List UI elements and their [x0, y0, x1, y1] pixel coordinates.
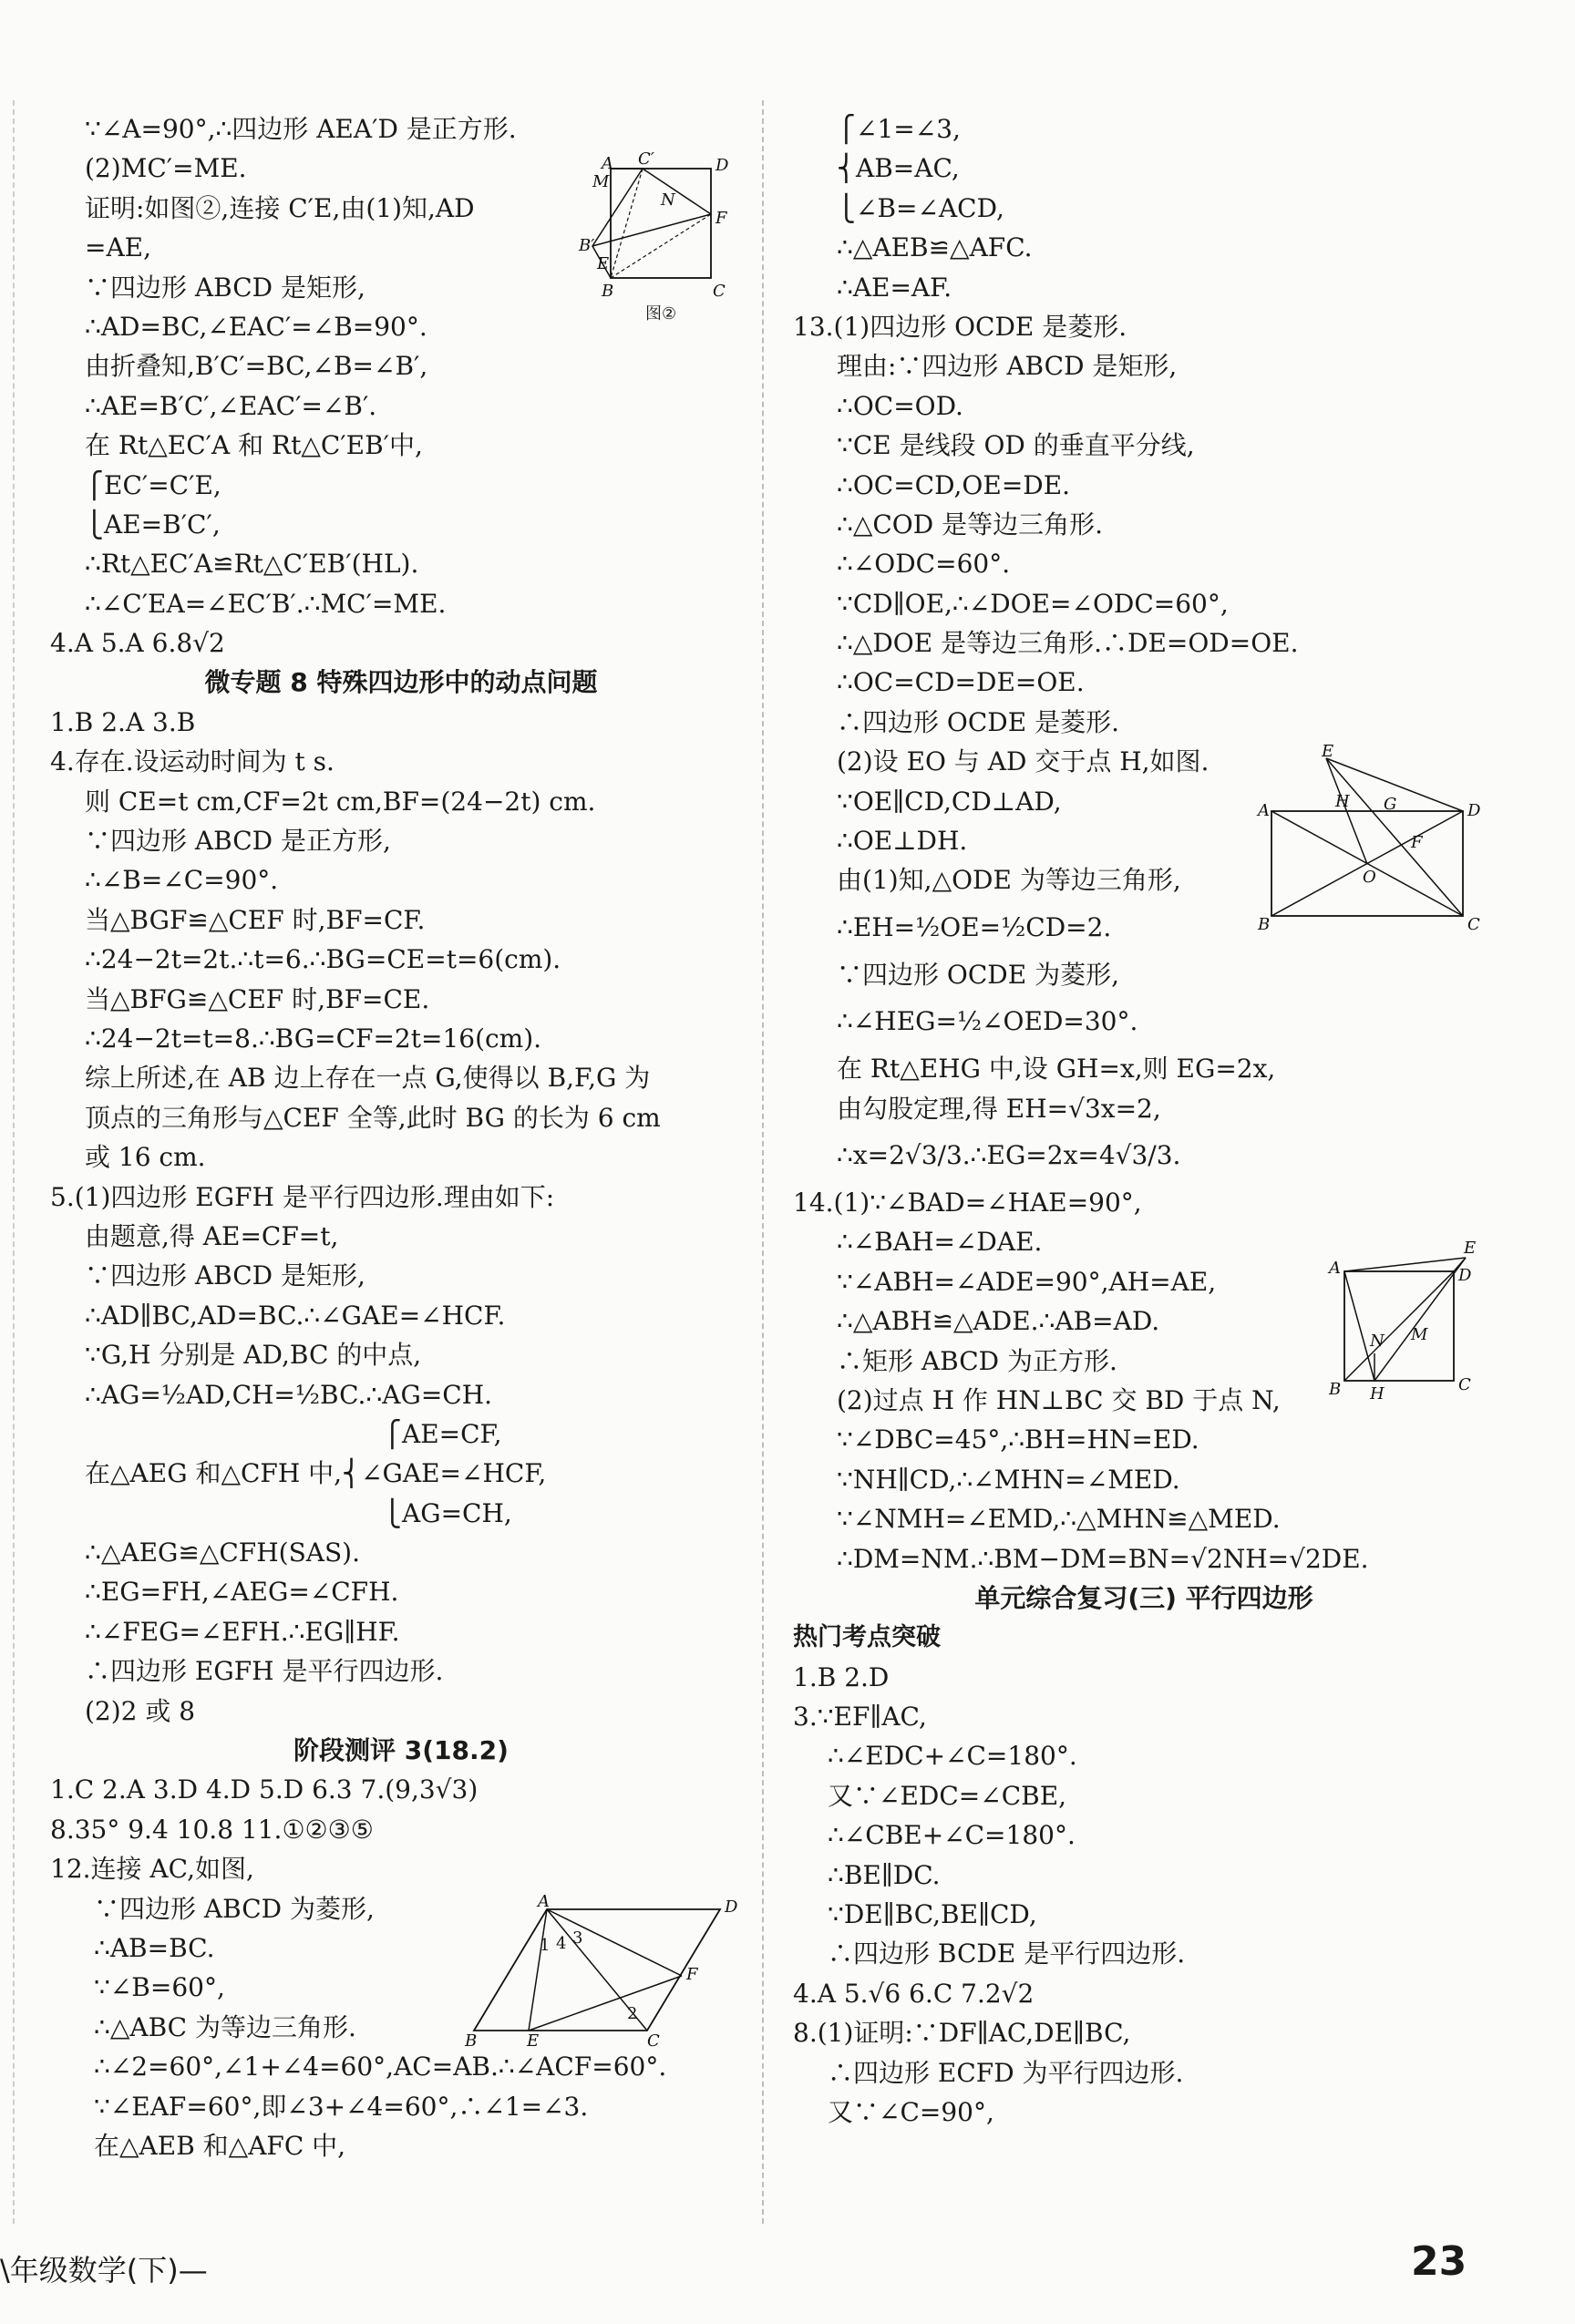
text-line: ∴OC=CD,OE=DE.	[837, 469, 1071, 500]
text-line: 证明:如图②,连接 C′E,由(1)知,AD	[85, 192, 475, 223]
left-margin-line	[13, 100, 15, 2224]
svg-text:C: C	[1458, 1375, 1471, 1394]
text-line: ∴AD=BC,∠EAC′=∠B=90°.	[85, 311, 427, 342]
answer-line: 4.A 5.√6 6.C 7.2√2	[793, 1978, 1035, 2009]
text-line: 理由:∵四边形 ABCD 是矩形,	[837, 351, 1178, 382]
text-line: ∴24−2t=2t.∴t=6.∴BG=CE=t=6(cm).	[85, 944, 561, 975]
text-line: ∴△DOE 是等边三角形.∴DE=OD=OE.	[837, 628, 1299, 659]
figure-2-folded-rectangle	[574, 149, 729, 324]
svg-text:E: E	[1464, 1239, 1477, 1258]
svg-text:C: C	[1467, 915, 1480, 934]
text-line: ∴∠FEG=∠EFH.∴EG∥HF.	[85, 1616, 400, 1647]
svg-text:B′: B′	[579, 236, 595, 255]
svg-text:D: D	[1458, 1266, 1472, 1285]
answer-line: 8.35° 9.4 10.8 11.①②③⑤	[50, 1814, 374, 1845]
text-line: ∴∠2=60°,∠1+∠4=60°,AC=AB.∴∠ACF=60°.	[94, 2051, 667, 2082]
text-line: ∴四边形 EGFH 是平行四边形.	[85, 1656, 444, 1687]
text-line: ∵四边形 OCDE 为菱形,	[837, 959, 1119, 990]
text-line: (2)MC′=ME.	[85, 153, 247, 184]
answer-line: 3.∵EF∥AC,	[793, 1702, 927, 1733]
figure-rectangle-q13	[1258, 742, 1481, 934]
footer-book-title: \年级数学(下)—	[0, 2253, 208, 2288]
text-line: =AE,	[85, 232, 152, 263]
section-title: 微专题 8 特殊四边形中的动点问题	[204, 667, 598, 698]
svg-text:C: C	[647, 2031, 660, 2051]
text-line: ∴四边形 BCDE 是平行四边形.	[828, 1938, 1186, 1969]
text-line: ∵四边形 ABCD 是正方形,	[85, 826, 391, 857]
text-line: ∵∠B=60°,	[94, 1972, 225, 2003]
text-line: ∴OC=OD.	[837, 390, 963, 421]
text-line: ∴△COD 是等边三角形.	[837, 509, 1103, 540]
svg-text:A: A	[1258, 801, 1270, 820]
svg-text:E: E	[527, 2031, 540, 2051]
figure-caption: 图②	[645, 304, 677, 324]
svg-text:H: H	[1370, 1384, 1385, 1404]
answer-line: 8.(1)证明:∵DF∥AC,DE∥BC,	[793, 2018, 1131, 2049]
text-line: ∴矩形 ABCD 为正方形.	[837, 1345, 1117, 1376]
text-line: 则 CE=t cm,CF=2t cm,BF=(24−2t) cm.	[85, 786, 596, 817]
section-title: 单元综合复习(三) 平行四边形	[974, 1582, 1313, 1613]
svg-text:B: B	[465, 2031, 478, 2051]
text-line: ∵∠EAF=60°,即∠3+∠4=60°,∴∠1=∠3.	[94, 2091, 589, 2122]
text-line: 由(1)知,△ODE 为等边三角形,	[837, 865, 1181, 896]
text-line: ∴∠B=∠C=90°.	[85, 865, 279, 896]
text-line: 在 Rt△EHG 中,设 GH=x,则 EG=2x,	[837, 1054, 1276, 1085]
svg-text:A: A	[538, 1892, 550, 1911]
text-line: ∵四边形 ABCD 是矩形,	[85, 272, 365, 303]
answer-line: 1.C 2.A 3.D 4.D 5.D 6.3 7.(9,3√3)	[50, 1774, 479, 1805]
text-line: 在△AEB 和△AFC 中,	[94, 2130, 346, 2161]
text-line: 由勾股定理,得 EH=√3x=2,	[837, 1093, 1161, 1124]
text-line: ∴OC=CD=DE=OE.	[837, 667, 1085, 698]
svg-text:1: 1	[540, 1936, 551, 1955]
svg-text:B: B	[1258, 915, 1271, 934]
text-line: ∴EH=½OE=½CD=2.	[837, 911, 1112, 942]
text-line: ⎧AE=CF,	[383, 1418, 502, 1449]
svg-text:3: 3	[572, 1928, 583, 1948]
svg-text:D: D	[715, 156, 729, 175]
svg-text:G: G	[1384, 795, 1397, 814]
text-line: 当△BGF≌△CEF 时,BF=CF.	[85, 904, 426, 935]
text-line: 在△AEG 和△CFH 中,⎨∠GAE=∠HCF,	[85, 1458, 547, 1489]
text-line: ∴Rt△EC′A≌Rt△C′EB′(HL).	[85, 549, 419, 580]
text-line: (2)2 或 8	[85, 1695, 196, 1726]
text-line: ∴∠C′EA=∠EC′B′.∴MC′=ME.	[85, 588, 447, 619]
svg-text:E: E	[597, 254, 610, 273]
text-line: 由折叠知,B′C′=BC,∠B=∠B′,	[85, 351, 428, 382]
text-line: ∴∠ODC=60°.	[837, 549, 1011, 580]
right-column	[793, 109, 1495, 2132]
text-line: ∴AB=BC.	[94, 1932, 215, 1963]
text-line: ∴x=2√3/3.∴EG=2x=4√3/3.	[837, 1139, 1181, 1170]
figure-rhombus-q12	[465, 1892, 738, 2054]
page-number: 23	[1411, 2238, 1467, 2285]
text-line: 由题意,得 AE=CF=t,	[85, 1220, 339, 1251]
text-line: ∴OE⊥DH.	[837, 826, 968, 857]
text-line: ∴∠EDC+∠C=180°.	[828, 1741, 1077, 1772]
text-line: ∵OE∥CD,CD⊥AD,	[837, 786, 1062, 817]
svg-text:N: N	[1370, 1332, 1385, 1351]
text-line: ∴△ABH≌△ADE.∴AB=AD.	[837, 1306, 1160, 1337]
svg-text:M: M	[592, 172, 610, 191]
text-line: ∴△AEB≌△AFC.	[837, 232, 1033, 263]
answer-line: 5.(1)四边形 EGFH 是平行四边形.理由如下:	[50, 1181, 555, 1212]
text-line: ∴DM=NM.∴BM−DM=BN=√2NH=√2DE.	[837, 1543, 1369, 1574]
answer-line: 4.存在.设运动时间为 t s.	[50, 746, 335, 777]
left-column	[50, 109, 752, 2165]
svg-text:F: F	[1411, 833, 1423, 852]
text-line: ∴AE=AF.	[837, 272, 952, 303]
text-line: ∴24−2t=t=8.∴BG=CF=2t=16(cm).	[85, 1023, 542, 1054]
text-line: ∵CE 是线段 OD 的垂直平分线,	[837, 430, 1195, 461]
svg-text:F: F	[686, 1965, 698, 1984]
text-line: ∴∠CBE+∠C=180°.	[828, 1820, 1076, 1851]
text-line: (2)设 EO 与 AD 交于点 H,如图.	[837, 746, 1210, 777]
svg-text:O: O	[1363, 868, 1376, 887]
figure-square-q14	[1320, 1239, 1477, 1412]
text-line: ⎩∠B=∠ACD,	[837, 192, 1004, 223]
svg-text:B: B	[602, 282, 614, 301]
answer-line: 1.B 2.D	[793, 1661, 890, 1692]
text-line: 当△BFG≌△CEF 时,BF=CE.	[85, 983, 430, 1014]
text-line: 或 16 cm.	[85, 1142, 206, 1173]
text-line: 又∵∠C=90°,	[828, 2096, 994, 2127]
text-line: ∵四边形 ABCD 为菱形,	[94, 1893, 375, 1924]
answer-line: 14.(1)∵∠BAD=∠HAE=90°,	[793, 1187, 1142, 1218]
svg-text:M: M	[1411, 1325, 1428, 1344]
text-line: ∴BE∥DC.	[828, 1859, 941, 1890]
svg-text:D: D	[1467, 801, 1481, 820]
text-line: ⎩AG=CH,	[383, 1497, 512, 1528]
subsection-title: 热门考点突破	[793, 1623, 941, 1652]
text-line: ∴四边形 OCDE 是菱形.	[837, 706, 1119, 737]
svg-text:A: A	[1329, 1259, 1341, 1278]
text-line: 又∵∠EDC=∠CBE,	[828, 1780, 1067, 1811]
text-line: ∴AE=B′C′,∠EAC′=∠B′.	[85, 390, 377, 421]
svg-text:N: N	[661, 190, 675, 210]
svg-text:E: E	[1322, 742, 1334, 761]
text-line: ∴△ABC 为等边三角形.	[94, 2011, 356, 2042]
svg-text:2: 2	[627, 2004, 638, 2023]
text-line: ∴△AEG≌△CFH(SAS).	[85, 1537, 360, 1568]
answer-line: 12.连接 AC,如图,	[50, 1854, 254, 1885]
answer-line: 4.A 5.A 6.8√2	[50, 628, 225, 659]
svg-text:F: F	[715, 209, 727, 228]
text-line: ∴EG=FH,∠AEG=∠CFH.	[85, 1577, 399, 1608]
svg-text:H: H	[1335, 792, 1350, 811]
text-line: ⎧EC′=C′E,	[85, 469, 221, 500]
text-line: ⎩AE=B′C′,	[85, 509, 221, 540]
svg-text:4: 4	[556, 1934, 567, 1953]
text-line: ⎨AB=AC,	[837, 153, 960, 184]
svg-text:C′: C′	[638, 149, 654, 169]
text-line: ∵CD∥OE,∴∠DOE=∠ODC=60°,	[837, 588, 1229, 619]
text-line: ∴AG=½AD,CH=½BC.∴AG=CH.	[85, 1379, 493, 1410]
svg-text:B: B	[1329, 1380, 1342, 1399]
text-line: ⎧∠1=∠3,	[837, 114, 961, 144]
text-line: 在 Rt△EC′A 和 Rt△C′EB′中,	[85, 430, 423, 461]
text-line: ∵∠ABH=∠ADE=90°,AH=AE,	[837, 1266, 1217, 1297]
text-line: ∵NH∥CD,∴∠MHN=∠MED.	[837, 1464, 1180, 1495]
text-line: ∴∠BAH=∠DAE.	[837, 1227, 1043, 1258]
text-line: ∴AD∥BC,AD=BC.∴∠GAE=∠HCF.	[85, 1300, 506, 1331]
text-line: 顶点的三角形与△CEF 全等,此时 BG 的长为 6 cm	[85, 1102, 661, 1133]
section-title: 阶段测评 3(18.2)	[293, 1735, 509, 1766]
text-line: ∵∠A=90°,∴四边形 AEA′D 是正方形.	[85, 114, 517, 144]
text-line: ∵四边形 ABCD 是矩形,	[85, 1260, 365, 1291]
answer-line: 1.B 2.A 3.B	[50, 706, 196, 737]
text-line: (2)过点 H 作 HN⊥BC 交 BD 于点 N,	[837, 1384, 1281, 1415]
svg-text:D: D	[725, 1897, 738, 1917]
text-line: ∵∠NMH=∠EMD,∴△MHN≌△MED.	[837, 1504, 1281, 1535]
text-line: ∵G,H 分别是 AD,BC 的中点,	[85, 1340, 422, 1371]
text-line: ∴∠HEG=½∠OED=30°.	[837, 1006, 1138, 1037]
answer-line: 13.(1)四边形 OCDE 是菱形.	[793, 311, 1127, 342]
svg-text:A: A	[602, 154, 613, 173]
text-line: ∴四边形 ECFD 为平行四边形.	[828, 2057, 1184, 2088]
text-line: ∵DE∥BC,BE∥CD,	[828, 1899, 1037, 1930]
text-line: ∵∠DBC=45°,∴BH=HN=ED.	[837, 1424, 1199, 1455]
column-divider	[762, 100, 764, 2224]
svg-text:C: C	[713, 282, 726, 301]
text-line: 综上所述,在 AB 边上存在一点 G,使得以 B,F,G 为	[85, 1063, 651, 1094]
